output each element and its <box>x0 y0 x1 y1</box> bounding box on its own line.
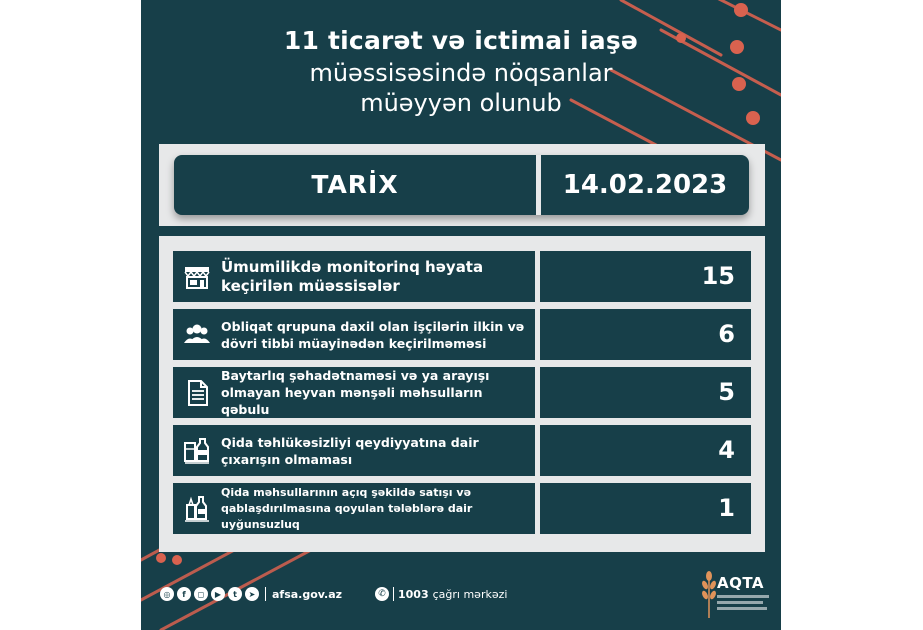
food-products-icon <box>181 435 213 467</box>
table-row <box>173 425 751 476</box>
row-label-cell <box>173 251 535 302</box>
title-line-1: 11 ticarət və ictimai iaşə <box>283 26 639 55</box>
store-icon <box>181 261 213 293</box>
row-label-cell <box>173 309 535 360</box>
title-line-2: müəssisəsində nöqsanlar <box>309 59 613 87</box>
phone-label: çağrı mərkəzi <box>432 587 508 601</box>
row-label-cell <box>173 425 535 476</box>
infographic-poster <box>141 0 781 630</box>
row-value-cell <box>540 251 751 302</box>
instagram-icon[interactable]: ◻ <box>194 587 208 601</box>
logo-subtext-line <box>717 601 763 604</box>
table-row <box>173 483 751 534</box>
poster-title <box>141 24 781 118</box>
wheat-icon <box>701 570 717 620</box>
stats-table <box>159 236 765 552</box>
phone-divider <box>393 587 394 601</box>
web-icon[interactable]: ◎ <box>160 587 174 601</box>
row-text: Obliqat qrupuna daxil olan işçilərin ilkin və dövri tibbi müayinədən keçirilməməsi <box>221 318 525 351</box>
table-row <box>173 251 751 302</box>
telegram-icon[interactable]: ➤ <box>245 587 259 601</box>
row-value-cell <box>540 309 751 360</box>
title-line-3: müəyyən olunub <box>360 89 562 117</box>
people-icon <box>181 319 213 351</box>
logo-text: AQTA <box>717 574 765 592</box>
row-value: 6 <box>718 320 735 348</box>
row-label-cell <box>173 367 535 418</box>
row-text: Ümumilikdə monitorinq həyata keçirilən müəssisələr <box>221 257 484 295</box>
row-value: 1 <box>718 494 735 522</box>
logo-subtext-line <box>717 595 769 598</box>
row-value: 5 <box>718 378 735 406</box>
footer-divider <box>265 587 266 601</box>
twitter-icon[interactable]: t <box>228 587 242 601</box>
logo-subtext-line <box>717 607 767 610</box>
row-text: Qida təhlükəsizliyi qeydiyyatına dair çıxarışın olmaması <box>221 434 479 467</box>
row-value-cell <box>540 367 751 418</box>
date-label: TARİX <box>311 170 399 199</box>
footer-social <box>160 586 342 602</box>
table-row <box>173 367 751 418</box>
facebook-icon[interactable]: f <box>177 587 191 601</box>
table-row <box>173 309 751 360</box>
row-value-cell <box>540 483 751 534</box>
row-text: Qida məhsullarının açıq şəkildə satışı və qablaşdırılmasına qoyulan tələblərə dair uyğunsuzluq <box>221 485 473 531</box>
document-icon <box>181 377 213 409</box>
aqta-logo <box>701 568 771 624</box>
date-value: 14.02.2023 <box>562 170 728 200</box>
row-label-cell <box>173 483 535 534</box>
row-text: Baytarlıq şəhadətnaməsi və ya arayışı olmayan heyvan mənşəli məhsulların qəbulu <box>221 368 490 417</box>
phone-number[interactable]: 1003 <box>398 587 429 601</box>
row-value: 15 <box>701 262 735 290</box>
website-link[interactable]: afsa.gov.az <box>272 587 343 601</box>
date-bar <box>174 155 749 215</box>
food-packaging-icon <box>181 493 213 525</box>
row-value: 4 <box>718 436 735 464</box>
footer-phone <box>375 586 507 602</box>
phone-icon: ✆ <box>375 587 389 601</box>
youtube-icon[interactable]: ▶ <box>211 587 225 601</box>
row-value-cell <box>540 425 751 476</box>
